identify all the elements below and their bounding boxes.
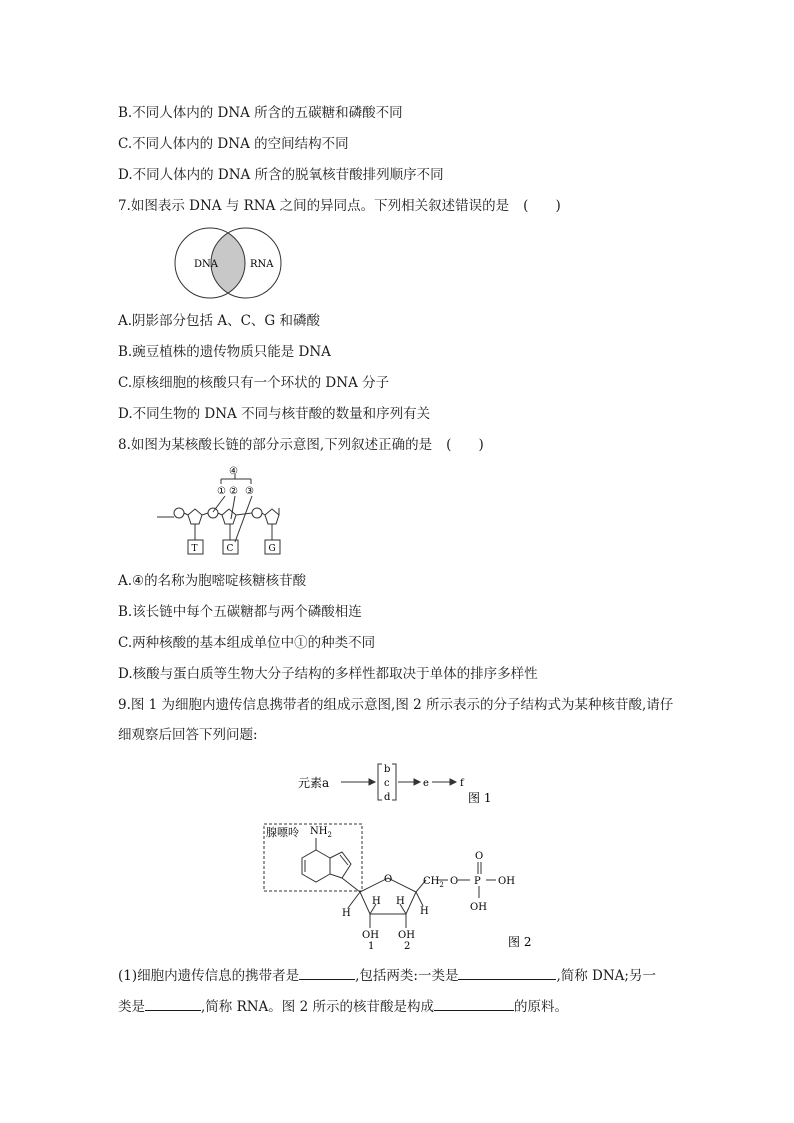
q9-figure-2-nucleotide: [260, 818, 550, 950]
q7-option-b: B.豌豆植株的遗传物质只能是 DNA: [118, 344, 331, 360]
q8-base-c: C: [226, 544, 234, 554]
q9-sub1-text-5: ,简称 RNA。图 2 所示的核苷酸是构成: [201, 999, 434, 1015]
answer-blank-3[interactable]: [145, 996, 201, 1011]
q7-option-c: C.原核细胞的核酸只有一个环状的 DNA 分子: [118, 375, 390, 391]
q9-sub1-text-1: (1)细胞内遗传信息的携带者是: [118, 968, 300, 984]
fig1-element-a: 元素a: [298, 776, 330, 790]
h-c2: H: [372, 896, 381, 907]
q7-stem: [118, 197, 561, 215]
q8-nucleic-acid-chain: [155, 464, 285, 558]
q9-sub1-text-4: 类是: [118, 999, 145, 1015]
q7-venn-diagram: [170, 226, 290, 300]
q7-answer-paren: ( ): [523, 198, 561, 214]
venn-rna-label: RNA: [250, 259, 274, 270]
fig1-caption: 图 1: [468, 791, 492, 805]
ch2-label: [423, 876, 444, 889]
q8-label-4: ④: [229, 466, 238, 477]
q9-stem: 9.图 1 为细胞内遗传信息携带者的组成示意图,图 2 所示表示的分子结构式为某种核苷酸,请仔细观察后回答下列问题:: [118, 697, 674, 743]
venn-dna-label: DNA: [194, 259, 218, 270]
q9-sub1-line1: [118, 965, 656, 985]
q8-label-1: ①: [217, 486, 226, 497]
h-c1: H: [342, 908, 351, 919]
q7-option-d: D.不同生物的 DNA 不同与核苷酸的数量和序列有关: [118, 406, 431, 422]
fig1-e: e: [423, 778, 429, 789]
answer-blank-4[interactable]: [434, 996, 514, 1011]
phosphate-oh-bottom: OH: [470, 902, 487, 913]
q9-figure-1: [296, 760, 506, 810]
q6-option-b: B.不同人体内的 DNA 所含的五碳糖和磷酸不同: [118, 105, 403, 121]
oh-c2: OH: [362, 930, 379, 941]
q8-stem: [118, 436, 484, 454]
q8-option-d: D.核酸与蛋白质等生物大分子结构的多样性都取决于单体的排序多样性: [118, 666, 538, 682]
q9-sub1-line2: [118, 996, 568, 1016]
nh2-subscript: 2: [327, 831, 332, 839]
ch2-subscript: 2: [439, 881, 444, 889]
nh2-label: [310, 826, 332, 839]
position-1-label: 1: [368, 941, 375, 950]
phosphate-oh-right: OH: [498, 876, 515, 887]
q8-option-b: B.该长链中每个五碳糖都与两个磷酸相连: [118, 604, 362, 620]
phosphorus: P: [474, 876, 481, 887]
q8-option-a: A.④的名称为胞嘧啶核糖核苷酸: [118, 573, 307, 589]
q8-label-2: ②: [229, 486, 238, 497]
oh-c3: OH: [398, 930, 415, 941]
q8-base-t: T: [191, 544, 198, 554]
q9-sub1-text-3: ,简称 DNA;另一: [556, 968, 656, 984]
q6-option-d: D.不同人体内的 DNA 所含的脱氧核苷酸排列顺序不同: [118, 167, 444, 183]
nh2-main: NH: [310, 826, 328, 837]
fig1-c: c: [384, 778, 390, 789]
fig1-d: d: [384, 792, 391, 803]
q9-sub1-text-2: ,包括两类:一类是: [355, 968, 459, 984]
q7-option-a: A.阴影部分包括 A、C、G 和磷酸: [118, 313, 320, 329]
fig2-caption: 图 2: [508, 935, 532, 949]
q9-sub1-text-6: 的原料。: [513, 999, 568, 1015]
q8-answer-paren: ( ): [446, 437, 484, 453]
q8-label-3: ③: [245, 486, 254, 497]
q8-stem-text: 8.如图为某核酸长链的部分示意图,下列叙述正确的是: [118, 437, 433, 453]
h-c3: H: [396, 896, 405, 907]
q8-option-c: C.两种核酸的基本组成单位中①的种类不同: [118, 635, 376, 651]
answer-blank-1[interactable]: [299, 965, 355, 980]
position-2-label: 2: [404, 941, 411, 950]
answer-blank-2[interactable]: [458, 965, 556, 980]
phosphate-double-o: O: [475, 851, 484, 862]
sugar-ring-oxygen: O: [384, 874, 393, 885]
q8-base-g: G: [268, 544, 276, 554]
q6-option-c: C.不同人体内的 DNA 的空间结构不同: [118, 136, 349, 152]
fig1-f: f: [460, 778, 464, 789]
q7-stem-text: 7.如图表示 DNA 与 RNA 之间的异同点。下列相关叙述错误的是: [118, 198, 510, 214]
adenine-label: 腺嘌呤: [266, 826, 299, 839]
ester-oxygen: O: [450, 876, 459, 887]
ch2-main: CH: [423, 876, 440, 887]
fig1-b: b: [384, 764, 391, 775]
h-c4: H: [420, 906, 429, 917]
